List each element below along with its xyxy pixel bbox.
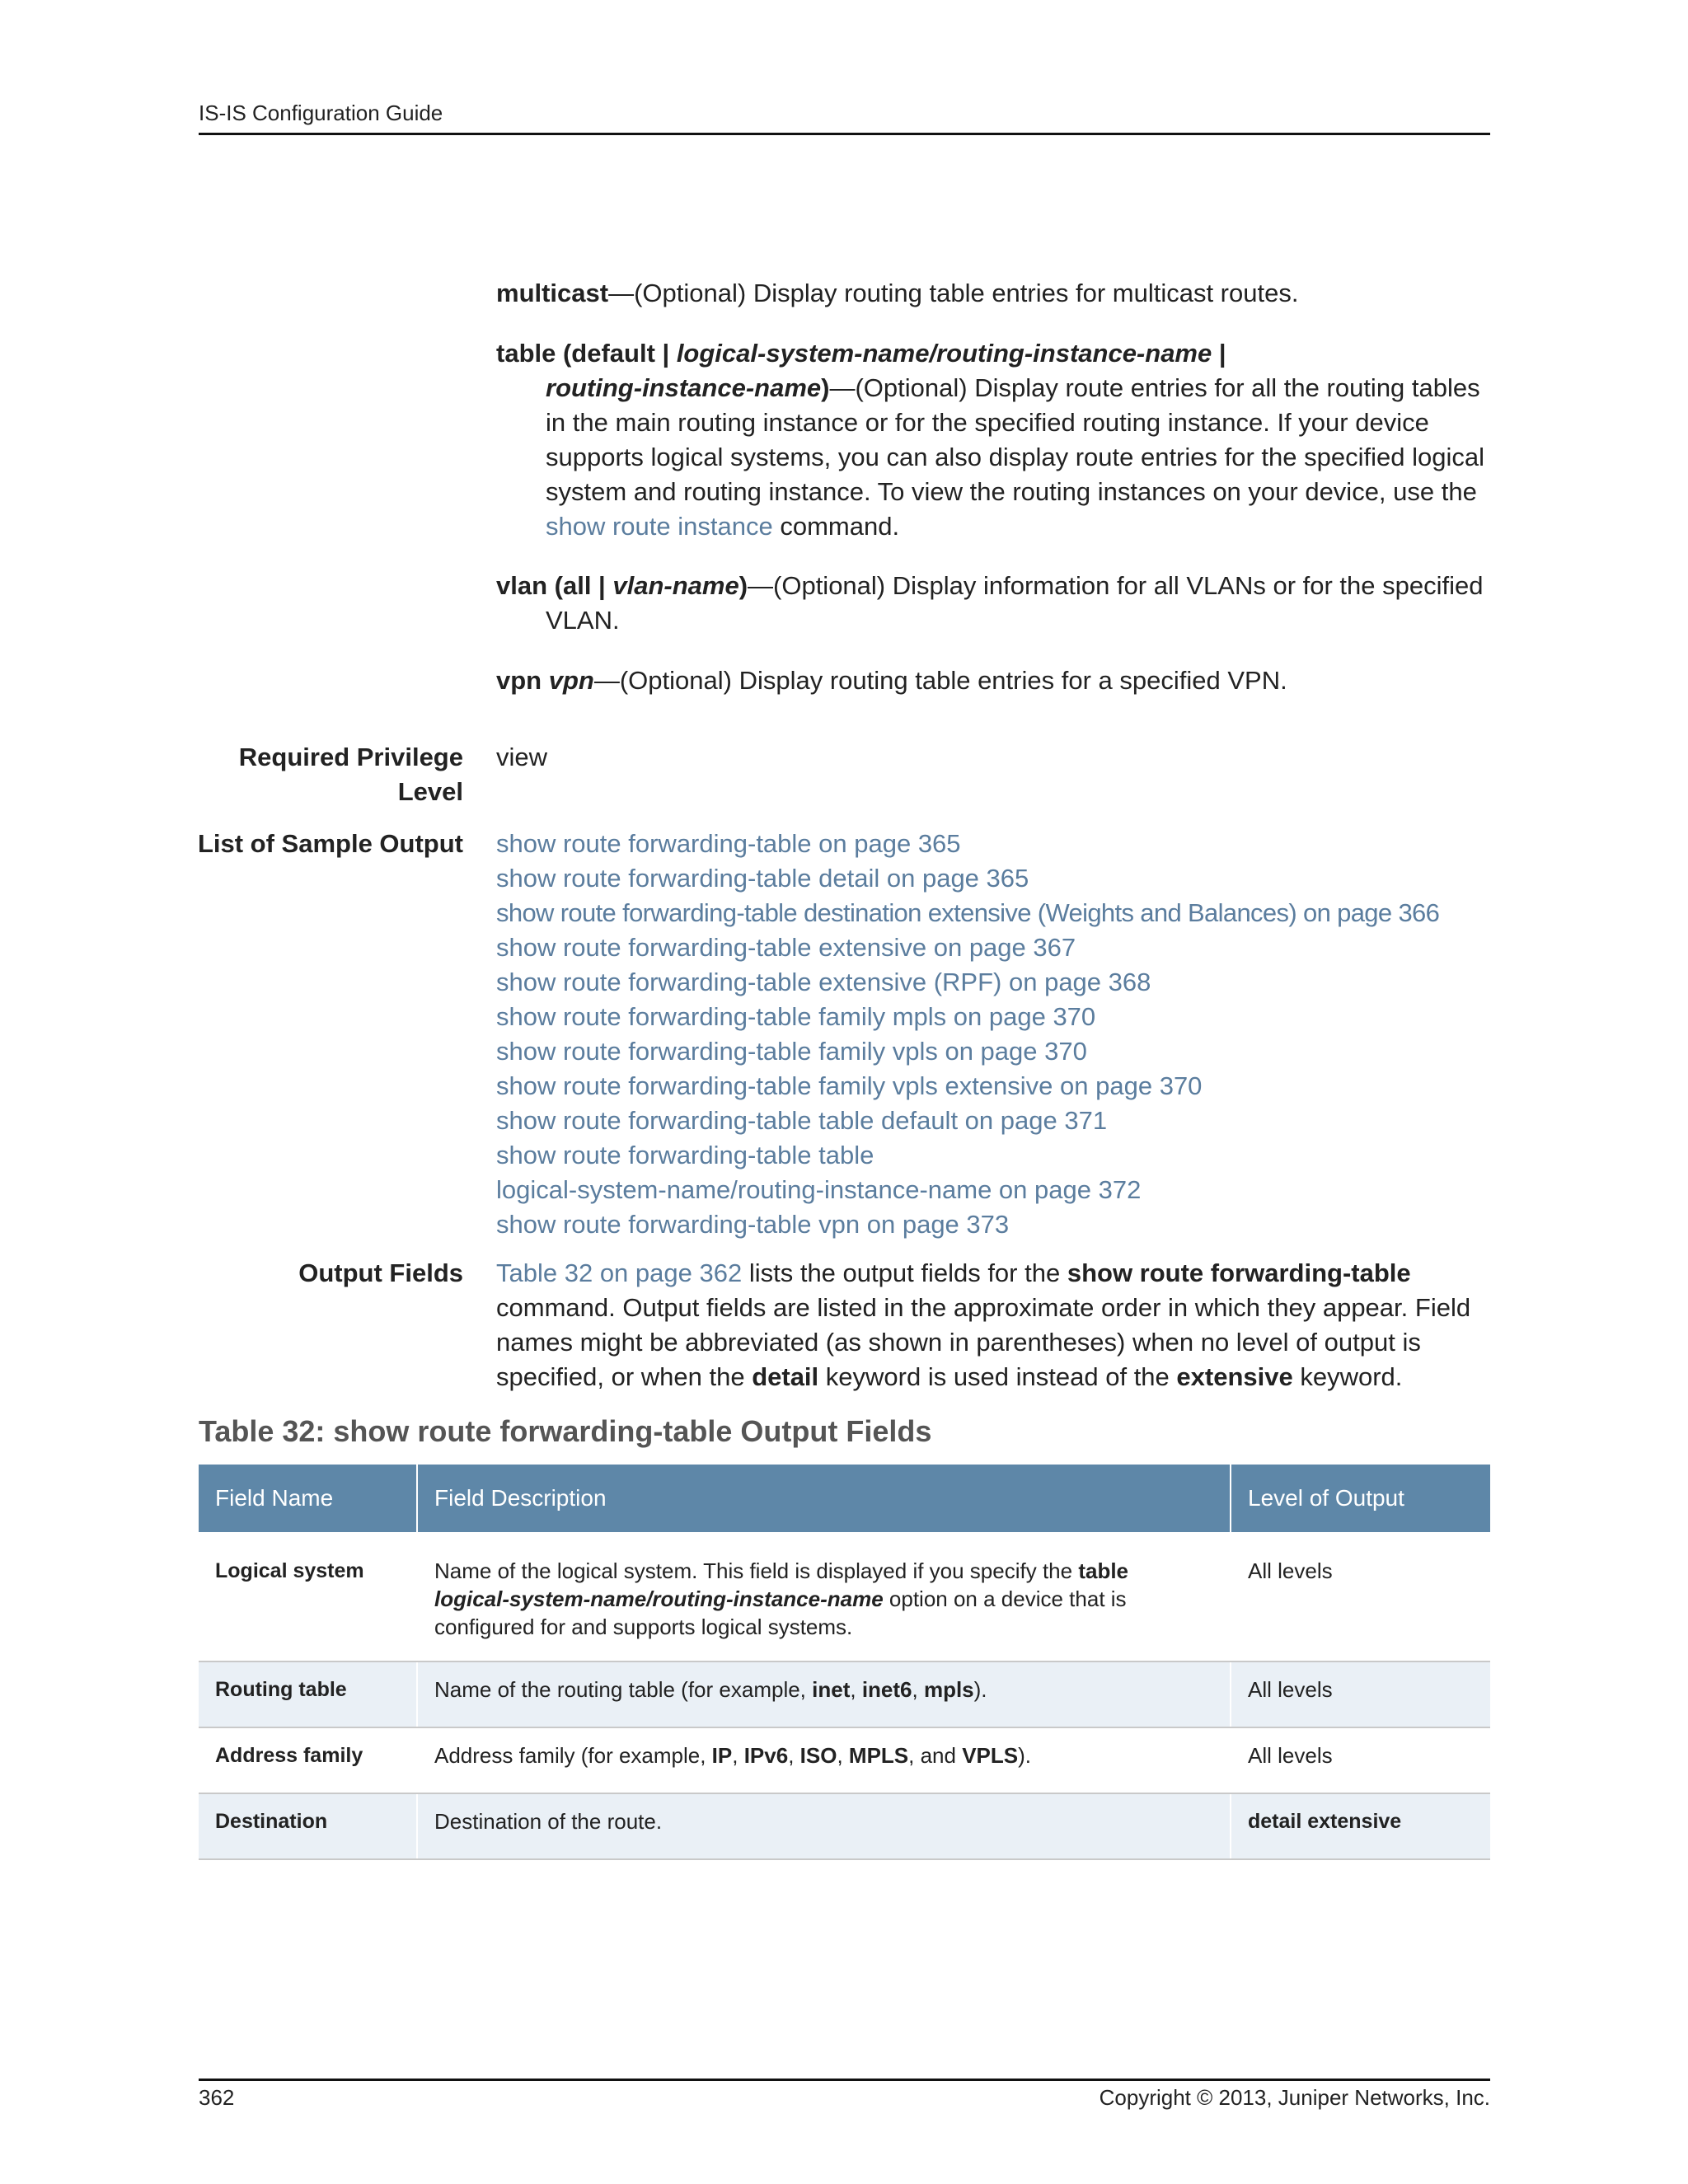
option-separator: | [1212, 339, 1226, 368]
option-arg: vlan-name [612, 571, 739, 600]
desc-text: , [837, 1743, 849, 1768]
sample-output-link[interactable]: show route forwarding-table detail on page 365 [496, 864, 1029, 893]
desc-text: Name of the logical system. This field is displayed if you specify the [434, 1558, 1079, 1583]
field-name-cell: Destination [199, 1793, 417, 1859]
table-row [199, 1793, 1490, 1859]
option-arg: vpn [548, 666, 594, 695]
sample-output-link[interactable]: show route forwarding-table family mpls on page 370 [496, 1002, 1096, 1031]
sample-output-link[interactable]: show route forwarding-table extensive (RPF) on page 368 [496, 968, 1151, 996]
level-of-output-cell: All levels [1231, 1727, 1490, 1793]
sample-output-link[interactable]: show route forwarding-table family vpls extensive on page 370 [496, 1071, 1203, 1100]
desc-text: , [788, 1743, 800, 1768]
sample-output-link[interactable]: show route forwarding-table on page 365 [496, 829, 961, 858]
desc-keyword: inet6 [861, 1677, 912, 1702]
sample-output-link[interactable]: show route forwarding-table extensive on page 367 [496, 933, 1076, 962]
option-tail: command. [772, 512, 900, 541]
desc-text: , [912, 1677, 924, 1702]
option-arg: logical-system-name/routing-instance-name [676, 339, 1212, 368]
desc-argument: logical-system-name/routing-instance-name [434, 1586, 884, 1611]
table-row [199, 1532, 1490, 1661]
desc-keyword: IP [711, 1743, 733, 1768]
field-name-cell: Logical system [199, 1532, 417, 1661]
output-fields-text-part: command. Output fields are listed in the approximate order in which they appear. Field names might be abbreviated (as shown in parentheses) when no level of output is specified, or when the [496, 1293, 1471, 1391]
desc-text: Address family (for example, [434, 1743, 712, 1768]
field-description-cell: Destination of the route. [417, 1793, 1231, 1859]
desc-text: , and [908, 1743, 963, 1768]
running-header: IS-IS Configuration Guide [199, 101, 443, 125]
output-fields-text-part: keyword is used instead of the [818, 1362, 1177, 1391]
output-fields-table [199, 1465, 1490, 1860]
field-name-cell: Routing table [199, 1661, 417, 1727]
output-fields-label: Output Fields [298, 1258, 463, 1287]
sample-output-link[interactable]: show route forwarding-table table default on page 371 [496, 1106, 1108, 1135]
level-of-output-cell: All levels [1231, 1661, 1490, 1727]
field-description-cell [417, 1532, 1231, 1661]
option-term: vlan (all | [496, 571, 613, 600]
column-header-field-name: Field Name [199, 1465, 417, 1532]
column-header-level-of-output: Level of Output [1231, 1465, 1490, 1532]
option-multicast [496, 276, 1490, 311]
field-name-cell: Address family [199, 1727, 417, 1793]
sample-output-label: List of Sample Output [197, 829, 463, 858]
desc-keyword: ISO [799, 1743, 837, 1768]
desc-keyword: table [1078, 1558, 1129, 1583]
sample-output-links [496, 827, 1490, 1242]
copyright: Copyright © 2013, Juniper Networks, Inc. [1099, 2085, 1490, 2110]
privilege-label-line1: Required Privilege [238, 743, 463, 771]
desc-keyword: MPLS [848, 1743, 909, 1768]
keyword-detail: detail [752, 1362, 819, 1391]
desc-keyword: mpls [923, 1677, 974, 1702]
page-number: 362 [199, 2085, 235, 2110]
output-fields-text-part: lists the output fields for the [742, 1258, 1067, 1287]
option-term: multicast [496, 279, 609, 307]
sample-output-link[interactable]: show route forwarding-table destination extensive (Weights and Balances) on page 366 [496, 898, 1440, 927]
output-fields-text-part: keyword. [1292, 1362, 1403, 1391]
option-desc: —(Optional) Display route entries for all the routing tables in the main routing instance or for the specified routing instance. If your device supports logical systems, you can also display route entries for the specified logical system and routing instance. To view the routing instances on your device, use the [546, 373, 1484, 506]
field-description-cell [417, 1727, 1231, 1793]
keyword-extensive: extensive [1176, 1362, 1293, 1391]
option-desc: —(Optional) Display routing table entries for a specified VPN. [593, 666, 1287, 695]
table-32-link[interactable]: Table 32 on page 362 [496, 1258, 743, 1287]
option-desc: —(Optional) Display information for all VLANs or for the specified VLAN. [546, 571, 1484, 635]
desc-text: , [850, 1677, 862, 1702]
sample-output-link[interactable]: show route forwarding-table table [496, 1141, 874, 1169]
desc-text: Name of the routing table (for example, [434, 1677, 813, 1702]
desc-text: , [732, 1743, 744, 1768]
privilege-label [165, 740, 463, 809]
table-title: Table 32: show route forwarding-table Output Fields [199, 1414, 932, 1448]
desc-keyword: IPv6 [743, 1743, 789, 1768]
footer-rule [199, 2079, 1490, 2081]
table-header-row [199, 1465, 1490, 1532]
table-row [199, 1727, 1490, 1793]
column-header-field-description: Field Description [417, 1465, 1231, 1532]
desc-text: option on a device that is configured for and supports logical systems. [434, 1586, 1127, 1639]
sample-output-link[interactable]: show route forwarding-table family vpls on page 370 [496, 1037, 1087, 1066]
level-of-output-cell: detail extensive [1231, 1793, 1490, 1859]
level-of-output-cell: All levels [1231, 1532, 1490, 1661]
desc-keyword: inet [812, 1677, 851, 1702]
option-close: ) [738, 571, 748, 600]
header-rule [199, 133, 1490, 135]
output-fields-text [496, 1256, 1490, 1394]
privilege-value: view [496, 743, 548, 771]
table-row [199, 1661, 1490, 1727]
desc-text: ). [973, 1677, 987, 1702]
option-vlan [496, 569, 1490, 638]
field-description-cell [417, 1661, 1231, 1727]
option-term: table (default | [496, 339, 677, 368]
option-term: vpn [496, 666, 549, 695]
option-desc: —(Optional) Display routing table entries for multicast routes. [608, 279, 1299, 307]
sample-output-link[interactable]: show route forwarding-table vpn on page 373 [496, 1210, 1010, 1239]
desc-text: ). [1018, 1743, 1032, 1768]
sample-output-link[interactable]: logical-system-name/routing-instance-name on page 372 [496, 1175, 1142, 1204]
option-arg-2: routing-instance-name [546, 373, 822, 402]
option-table [496, 336, 1490, 544]
show-route-instance-link[interactable]: show route instance [546, 512, 773, 541]
command-name: show route forwarding-table [1067, 1258, 1411, 1287]
option-close: ) [821, 373, 830, 402]
desc-keyword: VPLS [962, 1743, 1019, 1768]
option-vpn [496, 663, 1490, 698]
privilege-label-line2: Level [397, 777, 463, 806]
